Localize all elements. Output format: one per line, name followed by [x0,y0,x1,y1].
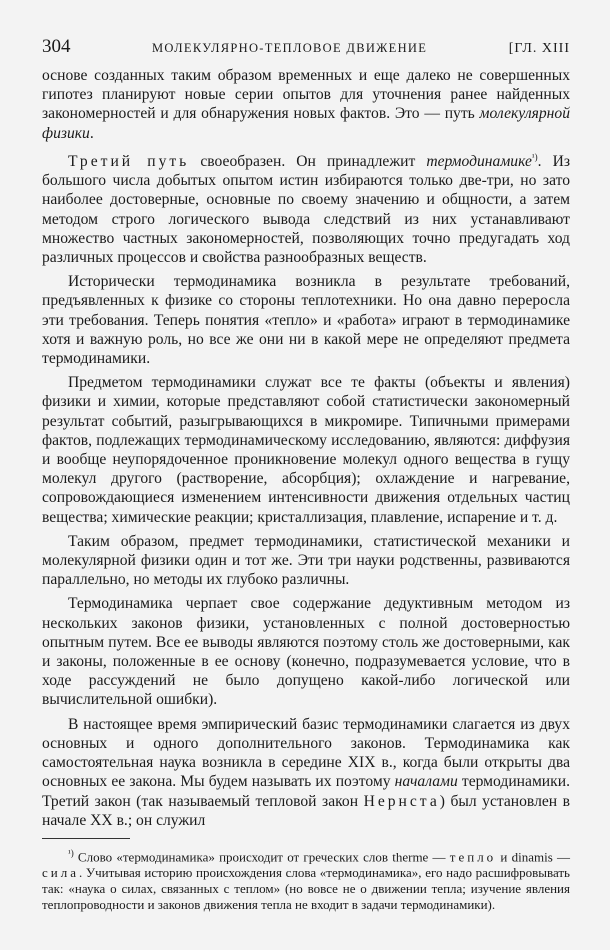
paragraph-6: Термодинамика черпает свое содержание дедуктивным методом из нескольких законов физики, установленных с полной достоверностью опытным путем. Все ее выводы являются поэтому столь же достоверными, как и законы, положенные в ее основу (конечно, подразумевается условие, что в ходе рассуждений не было допущено какой-либо логической или вычислительной ошибки). [42,595,570,709]
spaced-word-sila: сила [42,865,79,881]
paragraph-2: Третий путь своеобразен. Он принадлежит термодинамике$^{^1)}$. Из большого числа добытых опытом истин избираются только две-три, но зато наиболее достоверные, основные по своему значению и общности, а затем методом строго логического вывода следствий из них устанавливают множество частных закономерностей, позволяющих точно предугадать ход различных процессов и свойства разнообразных веществ. [42,151,570,267]
footnote-divider [42,838,130,839]
chapter-label: [ГЛ. XIII [508,41,570,56]
footnote-ref: ¹) [531,151,538,162]
footnote [42,845,570,913]
page-number: 304 [42,36,71,57]
footnote-text: $^{^1)}$ Слово «термодинамика» происходит от греческих слов therme — тепло и dinamis — сила. Учитывая историю происхождения слова «термодинамика», его надо расшифровывать так: «наука о силах, связанных с теплом» (но вовсе не о движении тепла; изучение явления теплопроводности и законов движения тепла не входит в задачи термодинамики). [42,847,570,913]
emphasis-thermodynamics: термодинамике [426,153,532,170]
running-header [42,36,570,58]
spaced-lead: Третий путь [68,153,190,170]
paragraph-4: Предметом термодинамики служат все те факты (объекты и явления) физики и химии, которые представляют собой статистически закономерный результат событий, разыгрывающихся в микромире. Типичными примерами фактов, подлежащих термодинамическому исследованию, являются: диффузия и вообще неупорядоченное проникновение молекул одного вещества в гущу молекул другого (растворение, абсорбция); охлаждение и нагревание, сопровождающиеся изменением интенсивности движения отдельных частиц вещества; химические реакции; кристаллизация, плавление, испарение и т. д. [42,374,570,526]
spaced-name-nernst: Нернста [363,792,440,810]
footnote-mark: ¹) [68,847,74,858]
emphasis-nachala: началами [394,773,458,791]
running-title: МОЛЕКУЛЯРНО-ТЕПЛОВОЕ ДВИЖЕНИЕ [152,41,428,55]
paragraph-7: В настоящее время эмпирический базис термодинамики слагается из двух основных и одного дополнительного законов. Термодинамика как самостоятельная наука возникла в середине XIX в., когда были открыты два основных ее закона. Мы будем называть их поэтому началами термодинамики. Третий закон (так называемый тепловой закон Нернста) был установлен в начале XX в.; он служил [42,715,571,829]
emphasis-molecular-physics: молекулярной физики [42,105,570,142]
spaced-word-teplo: тепло [449,849,497,865]
paragraph-1: основе созданных таким образом временных и еще далеко не совершенных гипотез планируют новые серии опытов для уточнения ранее найденных закономерностей и для обнаружения новых фактов. Это — путь молекулярной физики. [42,67,570,142]
paragraph-5: Таким образом, предмет термодинамики, статистической механики и молекулярной физики один и тот же. Эти три науки родственны, развиваются параллельно, но методы их глубоко различны. [42,532,570,589]
paragraph-3: Исторически термодинамика возникла в результате требований, предъявленных к физике со стороны теплотехники. Но она давно переросла эти требования. Теперь понятия «тепло» и «работа» играют в термодинамике хотя и важную роль, но все же они ни в какой мере не определяют предмета термодинамики. [42,273,570,368]
